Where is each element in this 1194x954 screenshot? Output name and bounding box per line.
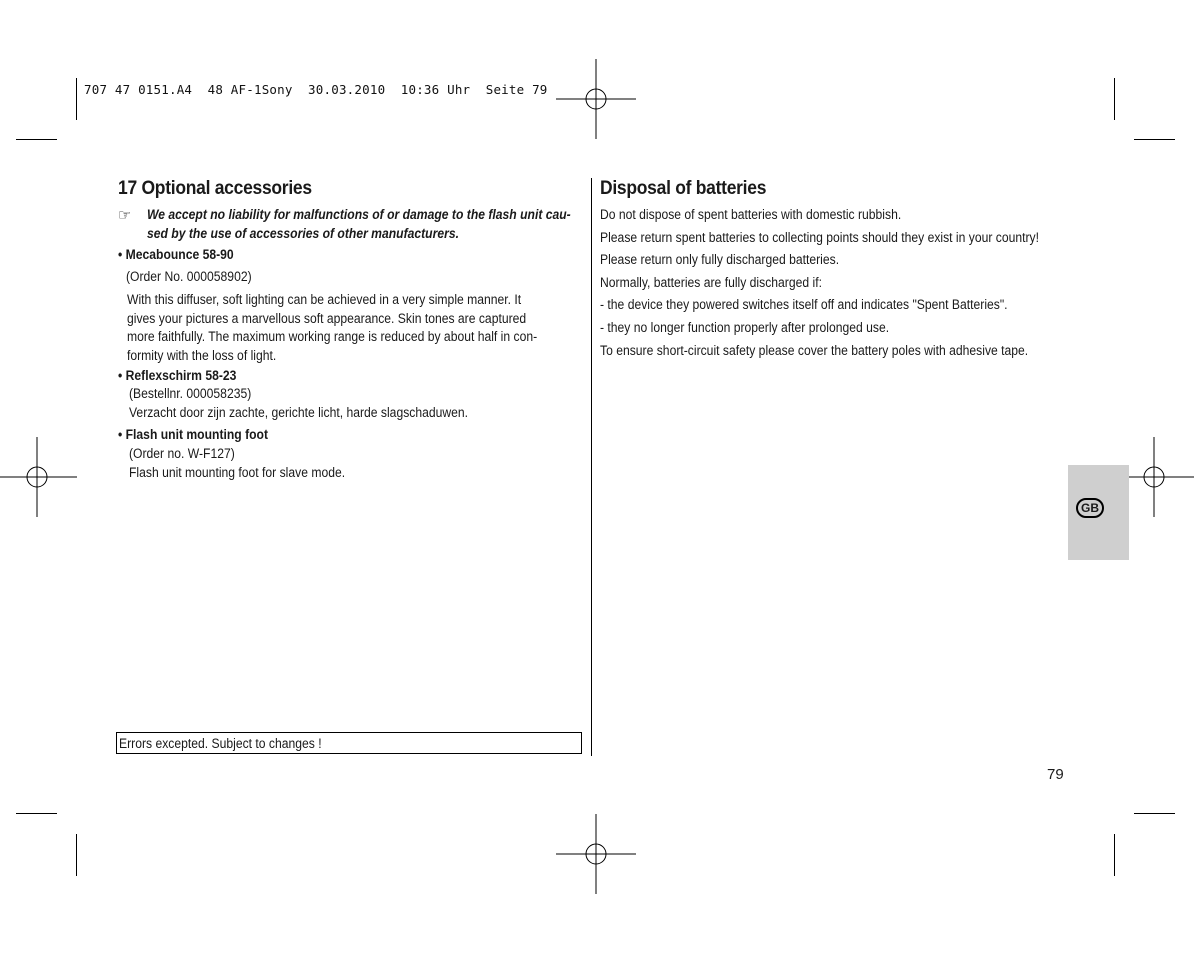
accessory-item-mounting-foot: [118, 426, 285, 445]
section-heading-disposal: Disposal of batteries: [600, 178, 767, 199]
description-line: more faithfully. The maximum working range is reduced by about half in con-: [127, 329, 538, 344]
crop-mark: [16, 139, 57, 140]
errors-note-box: [116, 732, 582, 754]
liability-note-line: We accept no liability for malfunctions of or damage to the flash unit cau-: [147, 207, 571, 222]
description-line: With this diffuser, soft lighting can be achieved in a very simple manner. It: [127, 292, 522, 307]
description-line: Flash unit mounting foot for slave mode.: [129, 464, 346, 480]
liability-note-line: sed by the use of accessories of other manufacturers.: [147, 226, 459, 241]
accessory-details: [129, 385, 506, 422]
accessory-details: [129, 445, 369, 482]
crop-mark: [1114, 834, 1115, 876]
crop-mark: [1134, 139, 1175, 140]
crop-mark: [76, 78, 77, 120]
description-line: formity with the loss of light.: [127, 347, 277, 363]
registration-mark-icon: [556, 59, 636, 139]
order-number: (Order no. W-F127): [129, 446, 235, 461]
column-divider: [591, 178, 592, 756]
accessory-order-number: [126, 268, 266, 287]
errors-note-text: Errors excepted. Subject to changes !: [119, 736, 322, 751]
liability-note-text: [147, 205, 618, 243]
registration-mark-icon: [556, 814, 636, 894]
page-number: 79: [1047, 766, 1064, 783]
disposal-line: Please return spent batteries to collecting points should they exist in your country!: [600, 229, 1040, 245]
accessory-item-mecabounce: [118, 246, 247, 265]
section-heading-accessories: 17 Optional accessories: [118, 178, 312, 199]
disposal-line: - they no longer function properly after prolonged use.: [600, 319, 890, 335]
language-badge: GB: [1076, 498, 1104, 518]
description-line: gives your pictures a marvellous soft appearance. Skin tones are captured: [127, 310, 527, 326]
description-line: Verzacht door zijn zachte, gerichte licht, harde slagschaduwen.: [129, 404, 469, 420]
accessory-item-reflexschirm: [118, 367, 250, 386]
disposal-text: [600, 204, 1088, 362]
disposal-line: Normally, batteries are fully discharged if:: [600, 274, 822, 290]
order-number: (Bestellnr. 000058235): [129, 386, 252, 401]
disposal-line: Do not dispose of spent batteries with domestic rubbish.: [600, 207, 902, 222]
pointing-hand-icon: ☞: [118, 207, 132, 224]
crop-mark: [1114, 78, 1115, 120]
crop-mark: [76, 834, 77, 876]
disposal-line: - the device they powered switches itself off and indicates "Spent Batteries".: [600, 297, 1008, 313]
disposal-line: To ensure short-circuit safety please cover the battery poles with adhesive tape.: [600, 342, 1029, 358]
accessory-description: [127, 291, 583, 365]
order-number: (Order No. 000058902): [126, 269, 252, 284]
accessory-title: • Flash unit mounting foot: [118, 427, 269, 442]
accessory-title: • Mecabounce 58-90: [118, 247, 234, 262]
registration-mark-icon: [0, 437, 77, 517]
printer-slug: 707 47 0151.A4 48 AF-1Sony 30.03.2010 10:36 Uhr Seite 79: [84, 82, 548, 97]
crop-mark: [1134, 813, 1175, 814]
accessory-title: • Reflexschirm 58-23: [118, 368, 237, 383]
crop-mark: [16, 813, 57, 814]
disposal-line: Please return only fully discharged batteries.: [600, 252, 840, 268]
language-tab: [1068, 465, 1129, 560]
